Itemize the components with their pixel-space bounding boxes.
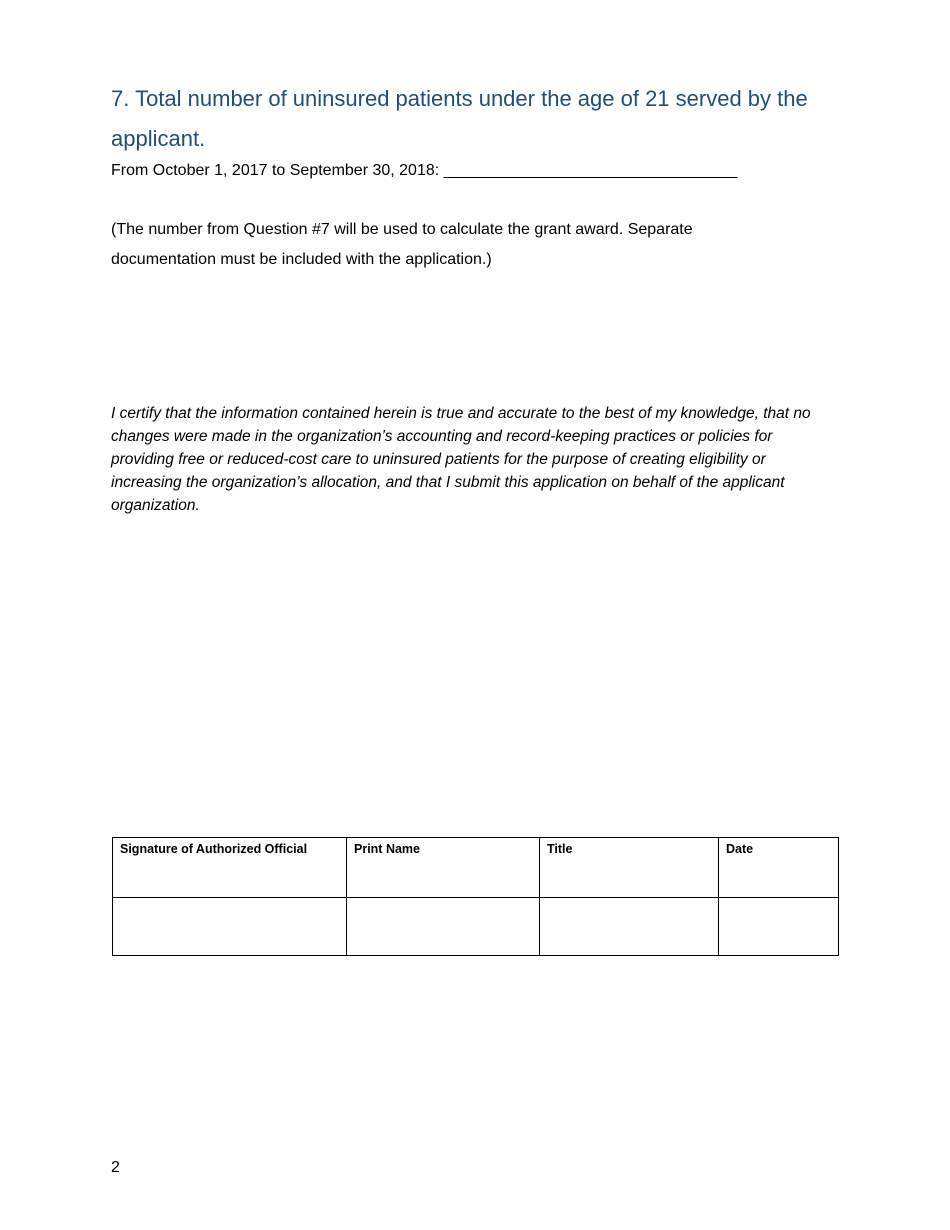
header-signature: Signature of Authorized Official: [113, 838, 347, 898]
header-print-name: Print Name: [347, 838, 540, 898]
header-date: Date: [719, 838, 839, 898]
question-7-heading: 7. Total number of uninsured patients under the age of 21 served by the applicant.: [111, 86, 808, 151]
page-number: 2: [111, 1159, 120, 1176]
print-name-field[interactable]: [347, 898, 540, 956]
signature-table: [112, 837, 839, 956]
date-field[interactable]: [719, 898, 839, 956]
signature-table-row: [113, 898, 839, 956]
signature-field[interactable]: [113, 898, 347, 956]
grant-calculation-note: (The number from Question #7 will be used to calculate the grant award. Separate documentation must be included with the application.): [111, 221, 693, 268]
date-range-answer-line[interactable]: From October 1, 2017 to September 30, 2018: _________________________________: [111, 162, 738, 179]
signature-table-header-row: [113, 838, 839, 898]
header-title: Title: [540, 838, 719, 898]
title-field[interactable]: [540, 898, 719, 956]
certification-statement: I certify that the information contained herein is true and accurate to the best of my knowledge, that no changes were made in the organization’s accounting and record-keeping practices or policies for providing free or reduced-cost care to uninsured patients for the purpose of creating eligibility or increasing the organization’s allocation, and that I submit this application on behalf of the applicant organization.: [111, 405, 811, 514]
